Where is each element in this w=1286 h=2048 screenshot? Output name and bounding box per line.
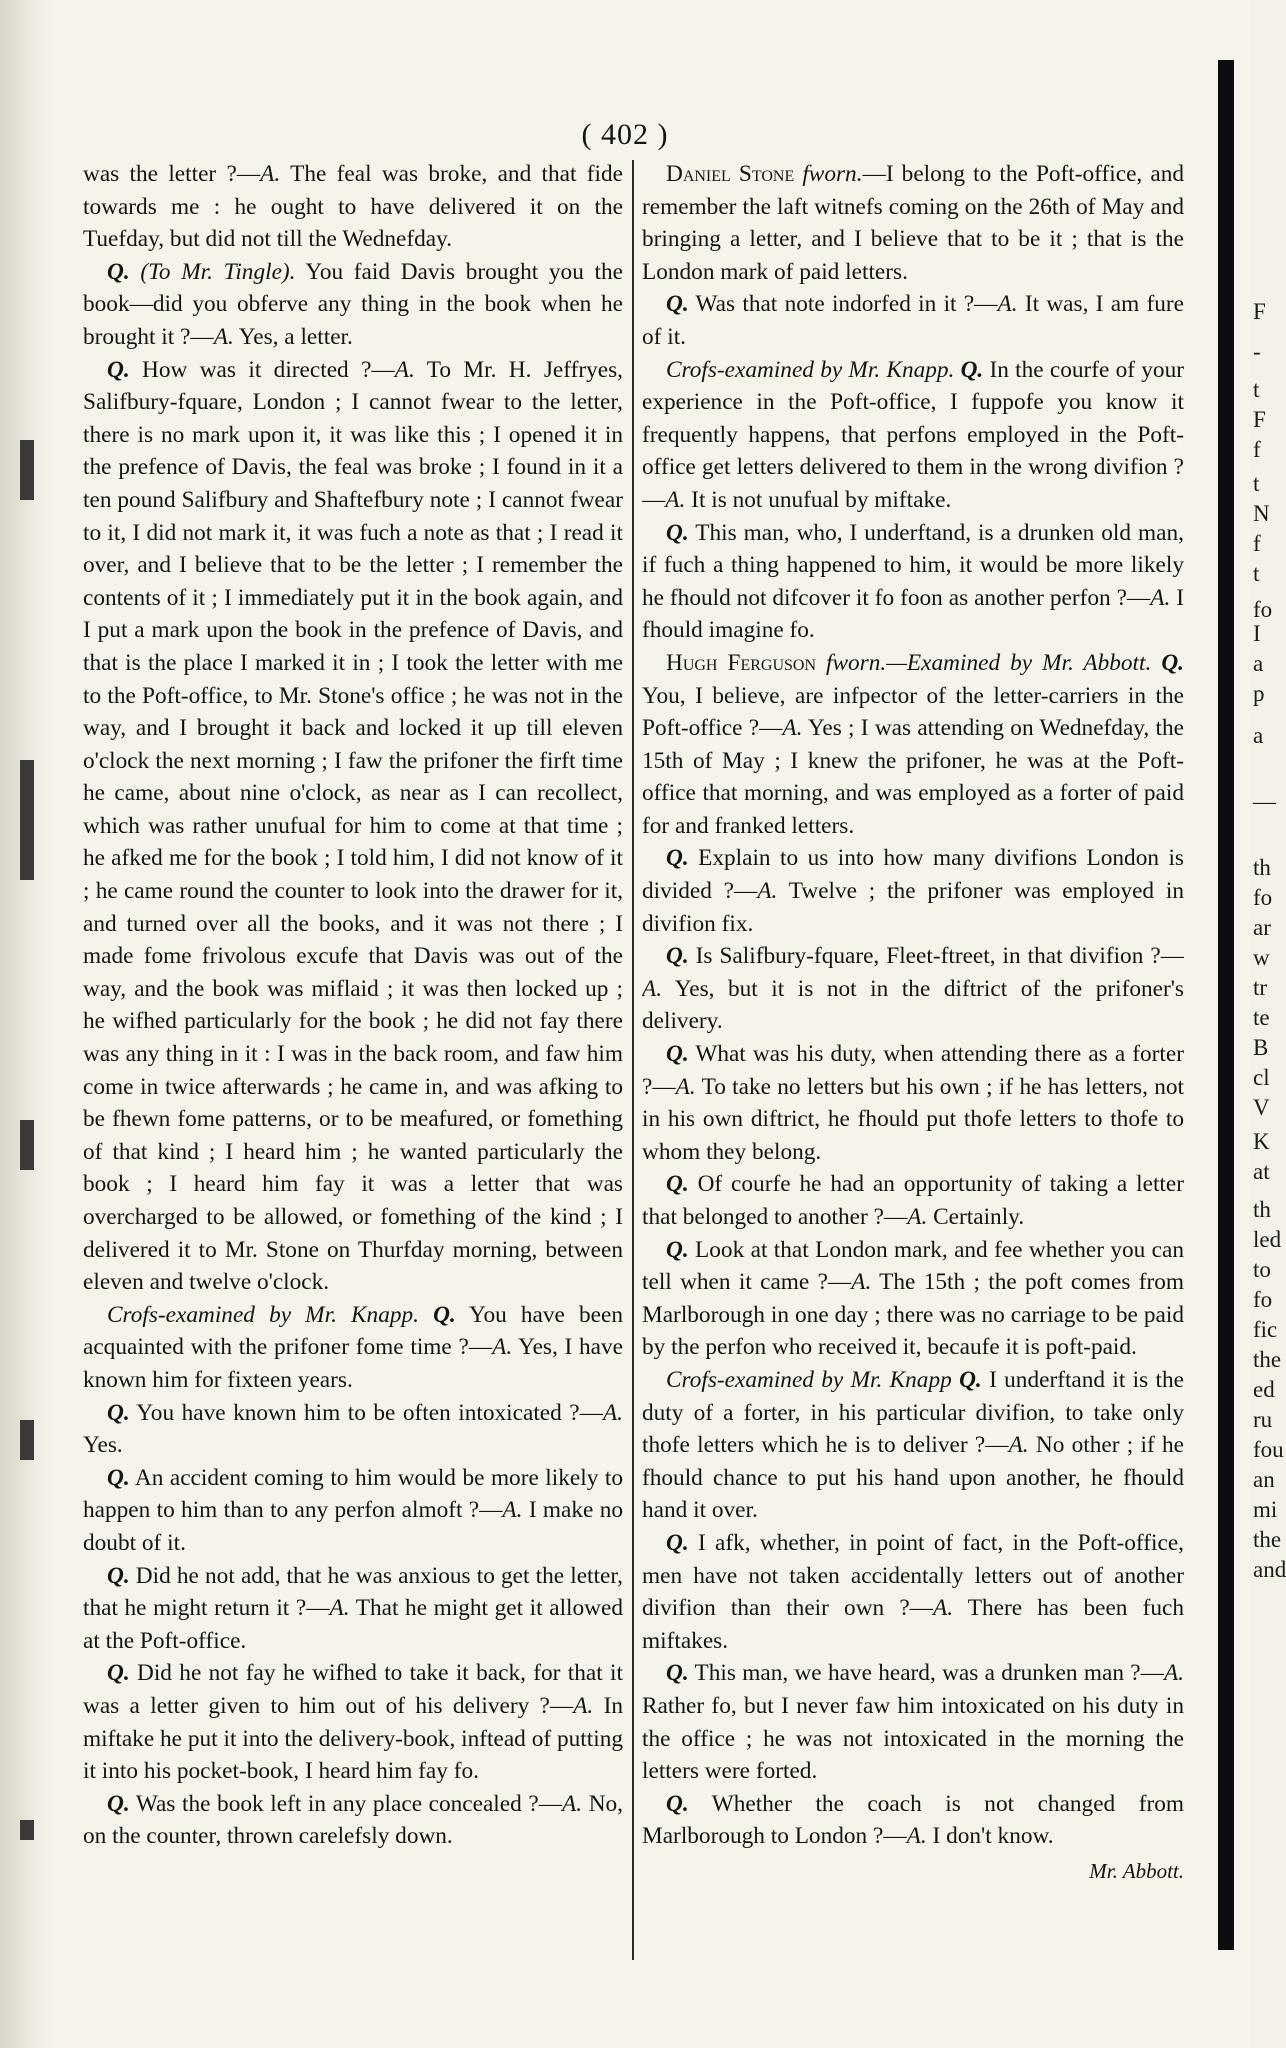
text-run: Q. (107, 1399, 130, 1426)
text-run: Q. (960, 356, 984, 383)
adjacent-page-text: p (1253, 681, 1265, 706)
text-run: A. (851, 1269, 872, 1296)
text-run: The 15th ; the poft comes from Marlborough in one day ; there was no carriage to be paid by the perfon who received it, becaufe it is poft-paid. (642, 1269, 1184, 1361)
text-run: I afk, whether, in point of fact, in the Poft-office, men have not taken accidentally letters out of another divifion than their own ?— (642, 1529, 1184, 1622)
text-run: fworn.—Examined by Mr. Abbott. (816, 649, 1152, 676)
text-run: Daniel Stone (666, 161, 795, 187)
text-run: fworn. (794, 161, 863, 187)
text-run: A. (675, 1073, 696, 1100)
text-run: A. (1150, 584, 1171, 611)
adjacent-page-text: and (1253, 1557, 1286, 1582)
adjacent-page-text: — (1253, 789, 1276, 814)
binding-edge (0, 0, 58, 2048)
text-run: A. (997, 291, 1018, 318)
adjacent-page-text: t (1253, 561, 1260, 586)
paragraph (642, 517, 1184, 647)
paragraph (642, 354, 1184, 517)
adjacent-page-text: mi (1253, 1497, 1278, 1522)
text-run: A. (492, 1334, 513, 1361)
text-run: Q. (666, 1236, 689, 1263)
paragraph (642, 842, 1184, 940)
text-run: A. (906, 1823, 927, 1850)
paragraph (83, 1560, 623, 1658)
text-run: A. (642, 975, 663, 1002)
adjacent-page-text: at (1253, 1159, 1270, 1184)
adjacent-page-text: B (1253, 1035, 1269, 1060)
adjacent-page-text: K (1253, 1129, 1270, 1154)
text-run: Q. (666, 1171, 689, 1198)
text-run: To take no letters but his own ; if he has letters, not in his own diftrict, he fhould put thofe letters to thofe to whom they belong. (642, 1073, 1184, 1165)
paragraph (83, 1462, 623, 1560)
paragraph (83, 1657, 623, 1787)
adjacent-page-text: a (1253, 651, 1264, 676)
adjacent-page-text: V (1253, 1095, 1270, 1120)
adjacent-page-text: led (1253, 1227, 1282, 1252)
adjacent-page-text: ru (1253, 1407, 1273, 1432)
adjacent-page-text: w (1253, 945, 1270, 970)
text-run: Did he not add, that he was anxious to get the letter, that he might return it ?— (83, 1562, 623, 1622)
adjacent-page-text: N (1253, 501, 1270, 526)
text-run: —I belong to the Poft-office, and remember the laft witnefs coming on the 26th of May and bringing a letter, and I believe that to be it ; that is the London mark of paid letters. (642, 161, 1184, 285)
paragraph (642, 1364, 1184, 1527)
paragraph (83, 256, 623, 354)
adjacent-page-text: th (1253, 855, 1271, 880)
text-run: Q. (107, 258, 130, 285)
text-run: Q. (666, 291, 689, 318)
text-run: Of courfe he had an opportunity of taking a letter that belonged to another ?— (642, 1171, 1184, 1230)
adjacent-page-text: te (1253, 1005, 1270, 1030)
text-run: Yes, a letter. (233, 323, 353, 350)
text-run: Q. (107, 1660, 130, 1687)
text-run: Q. (666, 845, 689, 872)
adjacent-page-text: fic (1253, 1317, 1278, 1342)
adjacent-page-text: fo (1253, 1287, 1273, 1312)
adjacent-page-text: t (1253, 471, 1260, 496)
text-run: I don't know. (926, 1823, 1054, 1850)
text-run: Yes ; I was attending on Wednefday, the 15th of May ; I knew the prifoner, he was at the Poft-office that morning, and was employed as a forter of paid for and franked letters. (642, 715, 1184, 839)
text-run: You have been acquainted with the prifoner fome time ?— (83, 1301, 623, 1361)
text-run: A. (907, 1204, 928, 1230)
binding-mark (20, 1120, 34, 1170)
text-run: Q. (666, 1529, 689, 1556)
text-run: It is not unufual by miftake. (685, 486, 952, 513)
text-run: A. (502, 1497, 523, 1524)
text-run: Q. (107, 356, 130, 383)
text-run: Crofs-examined by Mr. Knapp. (666, 356, 955, 383)
text-run: To Mr. H. Jeffryes, Salifbury-fquare, London ; I cannot fwear to the letter, there is no mark upon it, it was like this ; I opened it in the prefence of Davis, the feal was broke ; I found in it a ten pound Salifbury and Shaftefbury note ; I cannot fwear to it, I did not mark it, it was fuch a note as that ; I read it over, and I believe that to be the letter ; I remember the contents of it ; I immediately put it in the book again, and I put a mark upon the book in the prefence of Davis, and that is the place I marked it in ; I took the letter with me to the Poft-office, to Mr. Stone's office ; he was not in the way, and I brought it back and locked it up till eleven o'clock the next morning ; I faw the prifoner the firft time he came, about nine o'clock, as near as I can recollect, which was rather unufual for him to come at that time ; he afked me for the book ; I told him, I did not know of it ; he came round the counter to look into the drawer for it, and turned over all the books, and it was not there ; I made fome frivolous excufe that Davis was out of the way, and the book was miflaid ; it was then locked up ; he wifhed particularly for the book ; he did not fay there was any thing in it : I was in the back room, and faw him come in twice afterwards ; he came in, and was afking to be fhewn fome patterns, or to be meafured, or fomething of that kind ; I heard him ; he wanted particularly the book ; I heard him fay it was a letter that was overcharged to be allowed, or fomething of the kind ; I delivered it to Mr. Stone on Thurfday morning, between eleven and twelve o'clock. (83, 356, 623, 1296)
adjacent-page-text: to (1253, 1257, 1271, 1282)
text-run: Was the book left in any place concealed ?— (129, 1790, 563, 1817)
text-run: You faid Davis brought you the book—did you obferve any thing in the book when he brought it ?— (83, 258, 623, 350)
adjacent-page-text: ar (1253, 915, 1271, 940)
adjacent-page-text: the (1253, 1347, 1282, 1372)
text-run: You, I believe, are infpector of the letter-carriers in the Poft-office ?— (642, 682, 1184, 742)
text-run: Q. (959, 1366, 982, 1393)
text-run: Look at that London mark, and fee whether you can tell when it came ?— (642, 1236, 1184, 1296)
text-run: A. (1163, 1660, 1184, 1687)
page-number: ( 402 ) (581, 118, 669, 151)
adjacent-page-text: t (1253, 377, 1260, 402)
text-run: In miftake he put it into the delivery-book, inftead of putting it into his pocket-book, I heard him fay fo. (83, 1692, 623, 1785)
paragraph (83, 1299, 623, 1397)
text-run (952, 1367, 959, 1393)
paragraph (642, 1038, 1184, 1168)
catchword: Mr. Abbott. (1089, 1858, 1184, 1883)
paragraph (642, 1788, 1184, 1853)
text-run: I make no doubt of it. (83, 1497, 623, 1556)
text-run: Whether the coach is not changed from Marlborough to London ?— (642, 1790, 1184, 1850)
text-run: Was that note indorfed in it ?— (688, 291, 998, 318)
text-run: Yes. (83, 1432, 123, 1459)
left-column (83, 158, 623, 1958)
adjacent-page-text: an (1253, 1467, 1275, 1492)
text-run: Is Salifbury-fquare, Fleet-ftreet, in that divifion ?— (688, 943, 1184, 970)
text-run: A. (573, 1692, 594, 1719)
text-run: was the letter ?— (83, 161, 261, 187)
adjacent-page-text: f (1253, 531, 1261, 556)
adjacent-page-text: a (1253, 723, 1264, 748)
text-run: A. (213, 323, 234, 350)
text-run: Q. (666, 943, 689, 970)
text-run: A. (329, 1595, 350, 1622)
text-run: Did he not fay he wifhed to take it back, for that it was a letter given to him out of his delivery ?— (83, 1660, 623, 1719)
adjacent-page-text: fo (1253, 597, 1273, 622)
text-run: A. (562, 1790, 583, 1817)
page-gutter-shadow (1218, 60, 1234, 1950)
text-run: Twelve ; the prifoner was employed in divifion fix. (642, 878, 1184, 937)
paragraph (642, 288, 1184, 353)
text-run: A. (932, 1595, 954, 1622)
text-run: Crofs-examined by Mr. Knapp (666, 1366, 952, 1393)
adjacent-page-text: th (1253, 1197, 1271, 1222)
text-run: Explain to us into how many divifions London is divided ?— (642, 845, 1184, 905)
text-run: It was, I am fure of it. (642, 291, 1184, 350)
adjacent-page-text: the (1253, 1527, 1282, 1552)
text-run: (To Mr. Tingle). (129, 258, 296, 285)
adjacent-page-text: ed (1253, 1377, 1275, 1402)
paragraph (642, 1657, 1184, 1787)
adjacent-page-text: F (1253, 407, 1266, 432)
text-run: Q. (1161, 649, 1184, 676)
text-run: A. (665, 486, 686, 513)
text-run: This man, who, I underftand, is a drunken old man, if fuch a thing happened to him, it would be more likely he fhould not difcover it fo foon as another perfon ?— (642, 519, 1184, 611)
text-run: The feal was broke, and that fide towards me : he ought to have delivered it on the Tuefday, but did not till the Wednefday. (83, 161, 623, 253)
text-run (1151, 650, 1161, 676)
paragraph (642, 1168, 1184, 1233)
text-run: That he might get it allowed at the Poft-office. (83, 1595, 623, 1654)
text-run: Q. (107, 1562, 130, 1589)
adjacent-page-text: tr (1253, 975, 1268, 1000)
paragraph (83, 1788, 623, 1853)
text-run: Q. (433, 1301, 456, 1328)
adjacent-page-edge (1250, 0, 1286, 2048)
column-divider (632, 160, 634, 1960)
text-run: A. (602, 1399, 623, 1426)
text-run: Crofs-examined by Mr. Knapp. (107, 1301, 419, 1328)
text-run: Q. (666, 519, 689, 546)
paragraph (642, 1234, 1184, 1364)
text-run: Q. (666, 1790, 689, 1817)
text-run: I underftand it is the duty of a forter, in his particular divifion, to take only thofe letters which he is to deliver ?— (642, 1366, 1184, 1459)
paragraph (642, 158, 1184, 288)
binding-mark (20, 440, 34, 500)
paragraph (642, 940, 1184, 1038)
paragraph (83, 1397, 623, 1462)
adjacent-page-text: cl (1253, 1065, 1270, 1090)
text-run: No other ; if he fhould chance to put his hand upon another, he fhould hand it over. (642, 1432, 1184, 1524)
text-run: Q. (107, 1790, 130, 1817)
text-run: In the courfe of your experience in the Poft-office, I fuppofe you know it frequently happens, that perfons employed in the Poft-office get letters delivered to them in the wrong divifion ?— (642, 356, 1184, 513)
text-run: Yes, I have known him for fixteen years. (83, 1334, 623, 1393)
text-run (419, 1302, 433, 1328)
text-run: You have known him to be often intoxicated ?— (129, 1399, 603, 1426)
text-run: This man, we have heard, was a drunken man ?— (688, 1660, 1164, 1687)
paragraph (642, 1527, 1184, 1657)
adjacent-page-text: I (1253, 621, 1261, 646)
right-column (642, 158, 1184, 1958)
text-run: A. (260, 161, 281, 187)
binding-mark (20, 760, 34, 880)
paragraph (83, 158, 623, 256)
adjacent-page-text: f (1253, 437, 1261, 462)
text-run: An accident coming to him would be more likely to happen to him than to any perfon almoft ?— (83, 1464, 623, 1524)
text-run: A. (782, 715, 803, 742)
text-run: Certainly. (927, 1204, 1025, 1230)
text-run: What was his duty, when attending there as a forter ?— (642, 1041, 1184, 1100)
text-run: Q. (666, 1660, 689, 1687)
binding-mark (20, 1420, 34, 1460)
text-run: Hugh Ferguson (666, 649, 817, 676)
text-run: A. (1008, 1432, 1029, 1459)
text-run: How was it directed ?— (129, 356, 395, 383)
text-run: Q. (666, 1041, 689, 1068)
adjacent-page-text: - (1253, 339, 1261, 364)
paragraph (83, 354, 623, 1299)
adjacent-page-text: fou (1253, 1437, 1284, 1462)
binding-mark (20, 1820, 34, 1840)
adjacent-page-text: F (1253, 299, 1266, 324)
paragraph (642, 647, 1184, 843)
text-run: There has been fuch miftakes. (642, 1595, 1184, 1654)
text-run: A. (757, 878, 778, 905)
text-run: No, on the counter, thrown carelefsly down. (83, 1790, 623, 1850)
text-run: Q. (107, 1464, 130, 1491)
text-run: I fhould imagine fo. (642, 584, 1184, 644)
text-run: A. (394, 356, 415, 383)
text-run: Rather fo, but I never faw him intoxicated on his duty in the office ; he was not intoxicated in the morning the letters were forted. (642, 1692, 1184, 1785)
text-run: Yes, but it is not in the diftrict of the prifoner's delivery. (642, 975, 1184, 1035)
adjacent-page-text: fo (1253, 885, 1273, 910)
